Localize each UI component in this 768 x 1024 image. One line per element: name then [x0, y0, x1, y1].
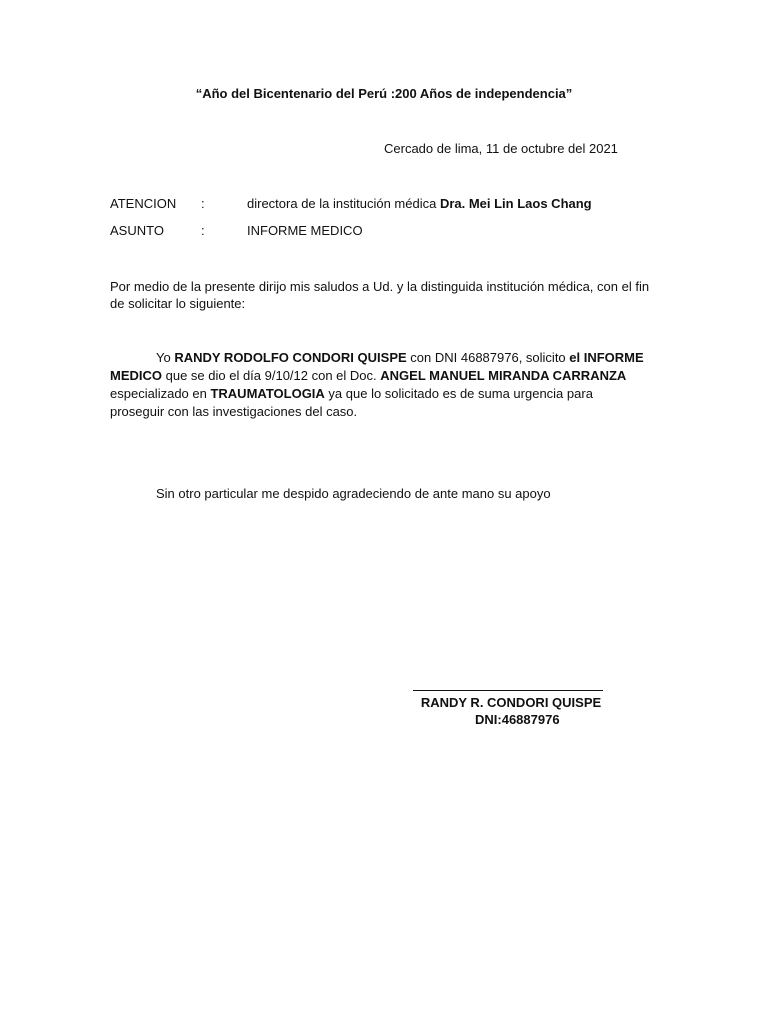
- body-text-3: que se dio el día 9/10/12 con el Doc.: [162, 368, 381, 383]
- specialty: TRAUMATOLOGIA: [210, 386, 325, 401]
- asunto-colon: :: [201, 223, 205, 238]
- requested-document: el INFORME MEDICO: [110, 350, 644, 383]
- body-text-5: ya que lo solicitado es de suma urgencia para proseguir con las investigaciones del caso.: [110, 386, 593, 419]
- body-paragraph: [110, 349, 645, 421]
- signature-line: [413, 690, 603, 691]
- atencion-value: [247, 196, 592, 211]
- asunto-label: ASUNTO: [110, 223, 164, 238]
- atencion-value-text: directora de la institución médica: [247, 196, 440, 211]
- body-text-1: Yo: [156, 350, 175, 365]
- requester-name: RANDY RODOLFO CONDORI QUISPE: [174, 350, 407, 365]
- signature-dni: DNI:46887976: [475, 712, 560, 727]
- closing-line: Sin otro particular me despido agradeciendo de ante mano su apoyo: [156, 486, 551, 501]
- intro-paragraph: Por medio de la presente dirijo mis saludos a Ud. y la distinguida institución médica, con el fin de solicitar lo siguiente:: [110, 279, 650, 311]
- body-text-4: especializado en: [110, 386, 211, 401]
- asunto-value: INFORME MEDICO: [247, 223, 363, 238]
- atencion-label: ATENCION: [110, 196, 177, 211]
- body-text-2: con DNI 46887976, solicito: [406, 350, 570, 365]
- date-line: Cercado de lima, 11 de octubre del 2021: [384, 141, 618, 156]
- signature-name: RANDY R. CONDORI QUISPE: [420, 695, 602, 710]
- motto-heading: “Año del Bicentenario del Perú :200 Años de independencia”: [195, 86, 573, 101]
- atencion-colon: :: [201, 196, 205, 211]
- doctor-name: ANGEL MANUEL MIRANDA CARRANZA: [380, 368, 627, 383]
- atencion-value-name: Dra. Mei Lin Laos Chang: [439, 196, 592, 211]
